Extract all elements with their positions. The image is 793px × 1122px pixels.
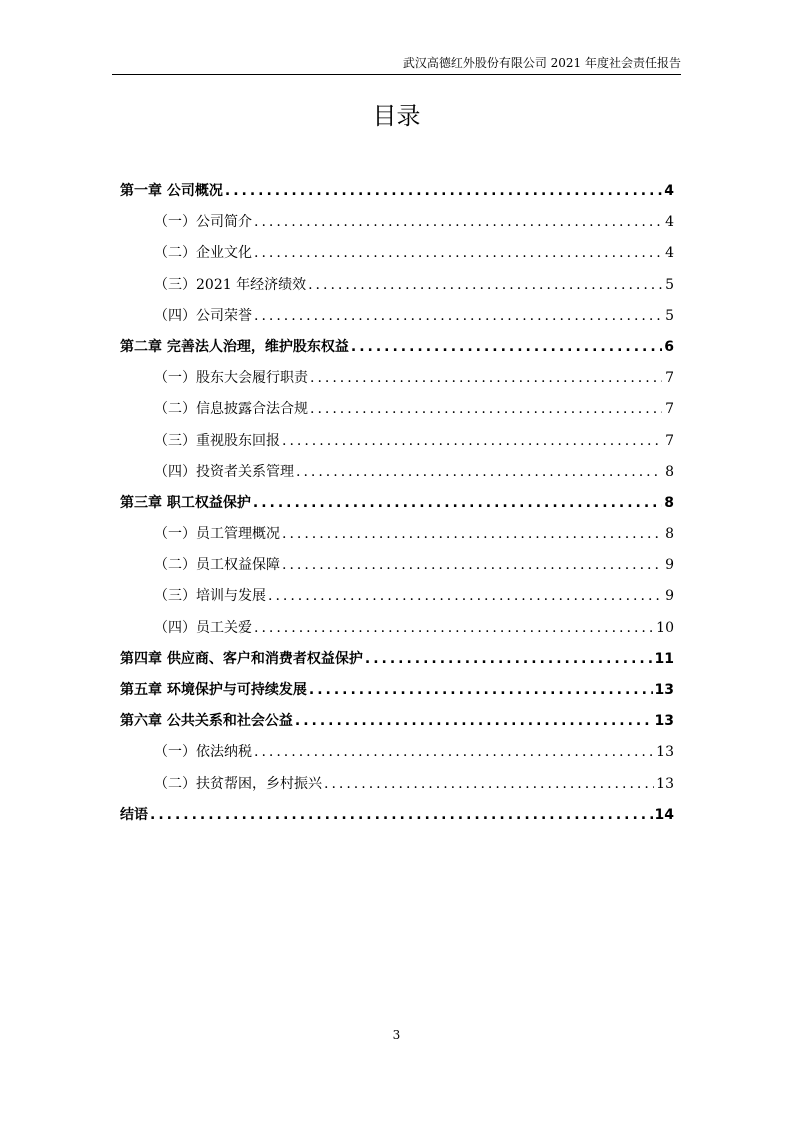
toc-entry-label: 第四章 供应商、客户和消费者权益保护 xyxy=(120,650,363,667)
toc-entry-label: （一）员工管理概况 xyxy=(154,526,280,543)
toc-section-entry[interactable] xyxy=(120,523,674,554)
toc-dot-leader xyxy=(254,308,662,324)
toc-section-entry[interactable] xyxy=(120,585,674,616)
toc-dot-leader xyxy=(308,277,662,293)
toc-section-entry[interactable] xyxy=(120,617,674,648)
toc-dot-leader xyxy=(253,495,662,511)
toc-entry-page: 13 xyxy=(656,775,674,792)
toc-entry-page: 14 xyxy=(654,806,674,823)
toc-entry-label: （三）培训与发展 xyxy=(154,588,266,605)
toc-entry-label: 结语 xyxy=(120,806,148,823)
toc-section-entry[interactable] xyxy=(120,242,674,273)
toc-dot-leader xyxy=(225,183,662,199)
page-title: 目录 xyxy=(372,102,421,130)
toc-dot-leader xyxy=(282,433,662,449)
toc-dot-leader xyxy=(324,776,654,792)
page-number: 3 xyxy=(392,1028,401,1042)
toc-entry-page: 13 xyxy=(654,713,674,730)
toc-entry-label: （三）重视股东回报 xyxy=(154,432,280,449)
toc-entry-label: 第二章 完善法人治理，维护股东权益 xyxy=(120,338,349,355)
toc-dot-leader xyxy=(296,464,662,480)
toc-chapter-entry[interactable] xyxy=(120,710,674,741)
toc-entry-page: 9 xyxy=(665,557,674,574)
toc-entry-label: 第六章 公共关系和社会公益 xyxy=(120,713,293,730)
toc-entry-page: 6 xyxy=(664,338,674,355)
table-of-contents xyxy=(120,180,674,835)
toc-section-entry[interactable] xyxy=(120,554,674,585)
toc-dot-leader xyxy=(351,339,662,355)
toc-entry-page: 4 xyxy=(665,245,674,262)
toc-entry-page: 7 xyxy=(665,370,674,387)
toc-chapter-entry[interactable] xyxy=(120,804,674,835)
toc-entry-page: 4 xyxy=(664,183,674,199)
toc-entry-label: （一）公司简介 xyxy=(154,214,252,231)
toc-chapter-entry[interactable] xyxy=(120,336,674,367)
toc-entry-label: （二）信息披露合法合规 xyxy=(154,401,308,418)
toc-section-entry[interactable] xyxy=(120,430,674,461)
toc-section-entry[interactable] xyxy=(120,305,674,336)
toc-dot-leader xyxy=(254,744,654,760)
toc-section-entry[interactable] xyxy=(120,211,674,242)
toc-section-entry[interactable] xyxy=(120,274,674,305)
toc-entry-page: 13 xyxy=(656,744,674,761)
toc-section-entry[interactable] xyxy=(120,398,674,429)
toc-entry-page: 10 xyxy=(656,619,674,636)
toc-entry-label: （二）员工权益保障 xyxy=(154,557,280,574)
toc-entry-label: （二）企业文化 xyxy=(154,245,252,262)
toc-dot-leader xyxy=(254,214,662,230)
toc-entry-label: （三）2021 年经济绩效 xyxy=(154,276,307,293)
toc-dot-leader xyxy=(309,682,653,698)
toc-entry-label: （二）扶贫帮困，乡村振兴 xyxy=(154,775,322,792)
toc-section-entry[interactable] xyxy=(120,741,674,772)
toc-dot-leader xyxy=(295,713,653,729)
toc-entry-label: （四）员工关爱 xyxy=(154,619,252,636)
toc-dot-leader xyxy=(365,651,653,667)
toc-entry-page: 5 xyxy=(665,276,674,293)
toc-dot-leader xyxy=(282,526,662,542)
toc-entry-label: 第三章 职工权益保护 xyxy=(120,494,251,511)
toc-dot-leader xyxy=(310,401,662,417)
toc-entry-page: 7 xyxy=(665,401,674,418)
toc-dot-leader xyxy=(310,370,662,386)
toc-entry-label: （四）投资者关系管理 xyxy=(154,463,294,480)
toc-entry-label: （一）股东大会履行职责 xyxy=(154,370,308,387)
toc-entry-page: 8 xyxy=(665,526,674,543)
toc-entry-page: 5 xyxy=(665,307,674,324)
toc-dot-leader xyxy=(268,588,662,604)
toc-section-entry[interactable] xyxy=(120,367,674,398)
toc-entry-page: 11 xyxy=(654,650,674,667)
page-header: 武汉高德红外股份有限公司 2021 年度社会责任报告 xyxy=(112,56,681,75)
toc-chapter-entry[interactable] xyxy=(120,648,674,679)
toc-chapter-entry[interactable] xyxy=(120,180,674,211)
toc-section-entry[interactable] xyxy=(120,773,674,804)
toc-dot-leader xyxy=(254,620,654,636)
toc-entry-page: 8 xyxy=(664,494,674,511)
toc-entry-page: 13 xyxy=(654,682,674,698)
toc-entry-page: 9 xyxy=(665,588,674,605)
toc-dot-leader xyxy=(150,807,653,823)
toc-entry-page: 4 xyxy=(665,214,674,231)
toc-entry-label: 第一章 公司概况 xyxy=(120,183,223,199)
toc-entry-page: 7 xyxy=(665,432,674,449)
toc-entry-page: 8 xyxy=(665,463,674,480)
toc-chapter-entry[interactable] xyxy=(120,492,674,523)
toc-entry-label: （四）公司荣誉 xyxy=(154,307,252,324)
toc-entry-label: 第五章 环境保护与可持续发展 xyxy=(120,682,307,698)
toc-chapter-entry[interactable] xyxy=(120,679,674,710)
toc-dot-leader xyxy=(282,557,662,573)
toc-section-entry[interactable] xyxy=(120,461,674,492)
toc-dot-leader xyxy=(254,245,662,261)
toc-entry-label: （一）依法纳税 xyxy=(154,744,252,761)
